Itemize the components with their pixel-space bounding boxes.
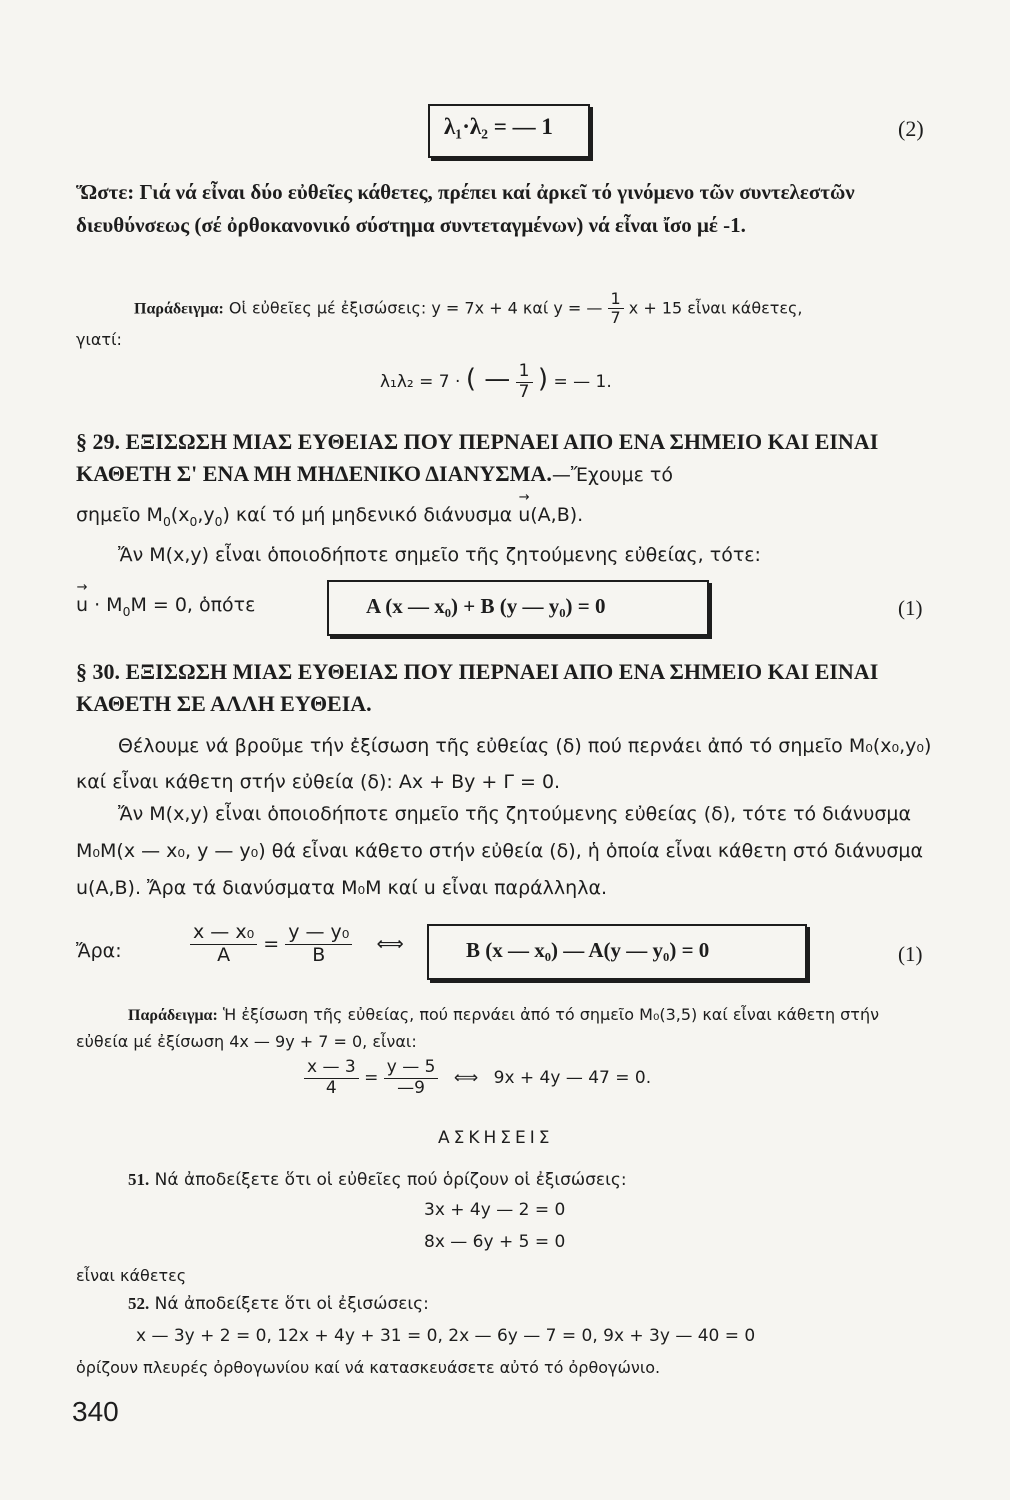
section-30-equation: B (x — x₀) — A(y — y₀) = 0: [466, 938, 710, 962]
exercise-51-tail: εἶναι κάθετες: [76, 1266, 187, 1285]
exercise-51-eq1: 3x + 4y — 2 = 0: [424, 1200, 566, 1220]
example-1-frac-den: 7: [610, 308, 621, 328]
equation-number-2: (2): [898, 116, 924, 141]
example-2-fraction-x-num: x — 3: [304, 1058, 359, 1079]
conclusion-paragraph: Ὥστε: Γιά νά εἶναι δύο εὐθεῖες κάθετες, πρέπει καί ἀρκεῖ τό γινόμενο τῶν συντελεστῶν διευθύνσεως (σέ ὀρθοκανονικό σύστημα συντεταγμένων) νά εἶναι ἴσο μέ -1.: [76, 180, 855, 237]
exercise-52-text: Νά ἀποδείξετε ὅτι οἱ ἐξισώσεις:: [154, 1294, 429, 1314]
fraction-y-num: y — y₀: [285, 922, 352, 945]
lambda-calc-paren-close: ): [537, 364, 549, 395]
lambda-calc-left: λ₁λ₂ = 7 ·: [380, 372, 461, 393]
section-29-vector-text: ) καί τό μή μηδενικό διάνυσμα: [222, 504, 513, 526]
example-2-equation: [304, 1058, 651, 1098]
example-2-result: 9x + 4y — 47 = 0.: [493, 1068, 652, 1089]
vector-u-components: (A,B).: [530, 504, 584, 526]
fraction-x-den: A: [217, 943, 231, 966]
example-2-fraction-x: [304, 1058, 359, 1098]
example-1-line: [134, 290, 803, 328]
section-30-paragraph-2: Ἄν M(x,y) εἶναι ὁποιοδήποτε σημεῖο τῆς ζητούμενης εὐθείας (δ), τότε τό διάνυσμα M₀M(x — x₀, y — y₀) θά εἶναι κάθετο στήν εὐθεία (δ), ἡ ὁποία εἶναι κάθετη στό διάνυσμα u(A,B). Ἄρα τά διανύσματα M₀M καί u εἶναι παράλληλα.: [76, 803, 923, 899]
example-2-label: Παράδειγμα:: [128, 1007, 218, 1024]
example-1-frac-num: 1: [608, 290, 624, 309]
lambda-frac-num: 1: [516, 362, 533, 383]
giati-label: γιατί:: [76, 330, 122, 349]
example-2-fraction-y: [384, 1058, 439, 1098]
section-29-equation-number: (1): [898, 596, 923, 620]
section-29-dot-product: → $u \cdot M_0M = 0$, ὁπότε: [76, 594, 255, 619]
example-2-fraction-y-den: —9: [397, 1077, 425, 1098]
example-2-paragraph: [76, 1002, 936, 1055]
example-2-text: Ἡ ἐξίσωση τῆς εὐθείας, πού περνάει ἀπό τό σημεῖο M₀(3,5) καί εἶναι κάθετη στήν εὐθεία μέ ἐξίσωση 4x — 9y + 7 = 0, εἶναι:: [76, 1005, 880, 1051]
iff-arrow: ⟺: [376, 932, 404, 955]
section-30-title: § 30. ΕΞΙΣΩΣΗ ΜΙΑΣ ΕΥΘΕΙΑΣ ΠΟΥ ΠΕΡΝΑΕΙ ΑΠΟ ΕΝΑ ΣΗΜΕΙΟ ΚΑΙ ΕΙΝΑΙ ΚΑΘΕΤΗ ΣΕ ΑΛΛΗ ΕΥΘΕΙΑ.: [76, 659, 879, 716]
exercise-51-number: 51.: [128, 1170, 150, 1189]
point-m0-label: σημεῖο M: [76, 504, 163, 526]
lambda-frac-den: 7: [518, 381, 530, 402]
dot-product-m0: · M: [94, 594, 123, 616]
ara-fractions: [190, 922, 404, 967]
section-29-title: [76, 426, 936, 491]
exercise-52-equations: x — 3y + 2 = 0, 12x + 4y + 31 = 0, 2x — 6y — 7 = 0, 9x + 3y — 40 = 0: [136, 1326, 756, 1346]
vector-u: → u: [518, 504, 530, 526]
exercise-52: [128, 1294, 429, 1314]
fraction-x: [190, 922, 257, 967]
point-m0-y: ,y: [197, 504, 215, 526]
exercise-51-eq2: 8x — 6y + 5 = 0: [424, 1232, 566, 1252]
exercise-51: [128, 1170, 627, 1190]
dot-product-tail: M = 0, ὁπότε: [130, 594, 256, 616]
lambda-calc-right: = — 1.: [553, 372, 612, 393]
fraction-y: [285, 922, 352, 967]
lambda-calc-fraction: [516, 362, 533, 402]
vector-u-dot: → u: [76, 594, 88, 616]
section-29-line-3: Ἄν M(x,y) εἶναι ὁποιοδήποτε σημεῖο τῆς ζητούμενης εὐθείας, τότε:: [118, 544, 761, 566]
lambda-calc-paren-open: ( —: [465, 364, 511, 395]
lambda-calculation: [380, 362, 612, 402]
fraction-equals: =: [263, 932, 280, 955]
section-29-heading: § 29. ΕΞΙΣΩΣΗ ΜΙΑΣ ΕΥΘΕΙΑΣ ΠΟΥ ΠΕΡΝΑΕΙ ΑΠΟ ΕΝΑ ΣΗΜΕΙΟ ΚΑΙ ΕΙΝΑΙ ΚΑΘΕΤΗ Σ' ΕΝΑ ΜΗ ΜΗΔΕΝΙΚΟ ΔΙΑΝΥΣΜΑ.: [76, 429, 879, 486]
example-2-equals: =: [364, 1068, 379, 1089]
ara-label: Ἄρα:: [76, 940, 122, 962]
section-29-line-2: σημεῖο $M_0(x_0,y_0)$ καί τό μή μηδενικό διάνυσμα → u(A,B).: [76, 504, 583, 529]
section-29-heading-tail: —Ἔχουμε τό: [551, 464, 673, 486]
example-1-tail: x + 15 εἶναι κάθετες,: [628, 298, 803, 318]
fraction-y-den: B: [312, 943, 326, 966]
section-29-equation: A (x — x₀) + B (y — y₀) = 0: [366, 594, 606, 618]
example-1-text: Οἱ εὐθεῖες μέ ἐξισώσεις: y = 7x + 4 καί y = —: [228, 298, 603, 318]
point-m0-x: (x: [170, 504, 190, 526]
example-2-fraction-y-num: y — 5: [384, 1058, 439, 1079]
example-2-fraction-x-den: 4: [325, 1077, 337, 1098]
exercise-52-number: 52.: [128, 1294, 150, 1313]
example-1-fraction: [608, 290, 624, 328]
exercise-51-text: Νά ἀποδείξετε ὅτι οἱ εὐθεῖες πού ὁρίζουν οἱ ἐξισώσεις:: [154, 1170, 627, 1190]
example-2-iff: ⟺: [453, 1068, 479, 1089]
fraction-x-num: x — x₀: [190, 922, 257, 945]
lambda-product-equation: λ₁·λ₂ = — 1: [444, 114, 553, 139]
example-1-label: Παράδειγμα:: [134, 300, 224, 318]
page-number: 340: [72, 1396, 119, 1427]
section-30-paragraph-1: Θέλουμε νά βροῦμε τήν ἐξίσωση τῆς εὐθείας (δ) πού περνάει ἀπό τό σημεῖο M₀(x₀,y₀) καί εἶναι κάθετη στήν εὐθεία (δ): Ax + By + Γ = 0.: [76, 735, 932, 793]
section-30-equation-number: (1): [898, 942, 923, 966]
exercises-title: ΑΣΚΗΣΕΙΣ: [438, 1128, 554, 1148]
exercise-52-tail: ὁρίζουν πλευρές ὀρθογωνίου καί νά κατασκευάσετε αὐτό τό ὀρθογώνιο.: [76, 1358, 661, 1377]
